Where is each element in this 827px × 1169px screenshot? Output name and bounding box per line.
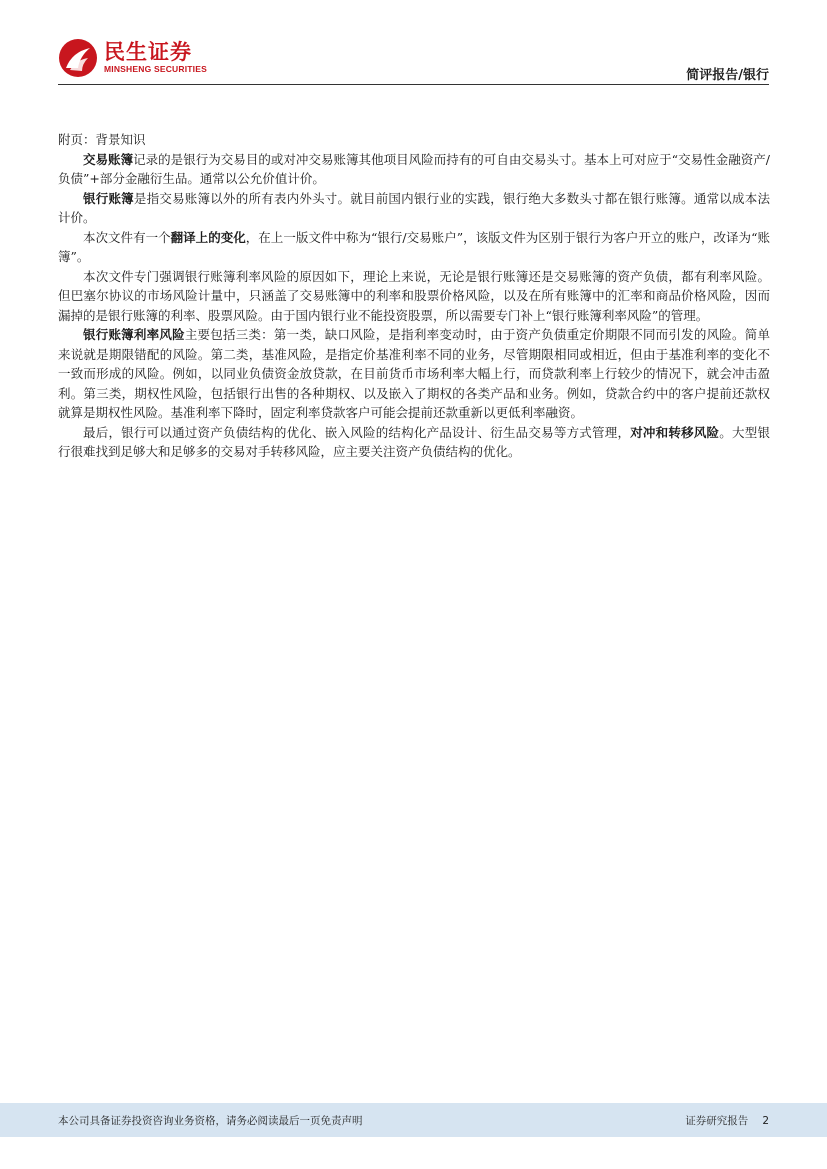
- paragraph-text: 是指交易账簿以外的所有表内外头寸。就目前国内银行业的实践，银行绝大多数头寸都在银行账簿。通常以成本法计价。: [58, 190, 770, 225]
- page-number: 2: [762, 1115, 769, 1127]
- paragraph-text: 最后，银行可以通过资产负债结构的优化、嵌入风险的结构化产品设计、衍生品交易等方式管理，: [83, 424, 631, 440]
- minsheng-logo-icon: [58, 38, 98, 78]
- paragraph-translation-change: [58, 228, 770, 267]
- term-translation-change: 翻译上的变化: [170, 229, 246, 245]
- page-footer: [0, 1103, 827, 1137]
- header-divider: [58, 84, 769, 85]
- term-banking-book: 银行账簿: [83, 190, 134, 206]
- term-irrbb: 银行账簿利率风险: [83, 327, 185, 342]
- paragraph-conclusion: [58, 423, 770, 462]
- footer-doc-type: 证券研究报告: [685, 1115, 749, 1127]
- paragraph-text: ，在上一版文件中称为“银行/交易账户”，该版文件为区别于银行为客户开立的账户，改译为“账簿”。: [58, 229, 770, 264]
- paragraph-reason: 本次文件专门强调银行账簿利率风险的原因如下，理论上来说，无论是银行账簿还是交易账簿的资产负债，都有利率风险。但巴塞尔协议的市场风险计量中，只涵盖了交易账簿中的利率和股票价格风险，以及在所有账簿中的汇率和商品价格风险，因而漏掉的是银行账簿的利率、股票风险。由于国内银行业不能投资股票，所以需要专门补上“银行账簿利率风险”的管理。: [58, 268, 770, 323]
- paragraph-trading-book: [58, 150, 770, 189]
- footer-right: [685, 1113, 769, 1128]
- paragraph-text: 记录的是银行为交易目的或对冲交易账簿其他项目风险而持有的可自由交易头寸。基本上可对应于“交易性金融资产/负债”+部分金融衍生品。通常以公允价值计价。: [58, 151, 770, 186]
- logo-text-cn: 民生证券: [104, 40, 192, 64]
- term-hedge-transfer-risk: 对冲和转移风险: [630, 424, 720, 440]
- paragraph-banking-book: [58, 189, 770, 228]
- paragraph-text: 主要包括三类：第一类，缺口风险，是指利率变动时，由于资产负债重定价期限不同而引发的风险。简单来说就是期限错配的风险。第二类，基准风险，是指定价基准利率不同的业务，尽管期限相同或相近，但由于基准利率的变化不一致而形成的风险。例如，以同业负债资金放贷款，在目前货币市场利率大幅上行，而贷款利率上行较少的情况下，就会冲击盈利。第三类，期权性风险，包括银行出售的各种期权、以及嵌入了期权的各类产品和业务。例如，贷款合约中的客户提前还款权就算是期权性风险。基准利率下降时，固定利率贷款客户可能会提前还款重新以更低利率融资。: [58, 327, 770, 420]
- appendix-title: 附页：背景知识: [58, 132, 146, 147]
- term-trading-book: 交易账簿: [83, 151, 134, 167]
- footer-disclaimer: 本公司具备证券投资咨询业务资格，请务必阅读最后一页免责声明: [58, 1115, 363, 1127]
- logo-text-en: MINSHENG SECURITIES: [104, 64, 207, 74]
- paragraph-irrbb-types: [58, 325, 770, 423]
- paragraph-text: 本次文件有一个: [83, 229, 171, 245]
- report-type-label: 简评报告/银行: [686, 68, 769, 83]
- paragraph-text: 。大型银行很难找到足够大和足够多的交易对手转移风险，应主要关注资产负债结构的优化。: [58, 424, 770, 459]
- document-body: [58, 130, 770, 462]
- page-header: [0, 0, 827, 92]
